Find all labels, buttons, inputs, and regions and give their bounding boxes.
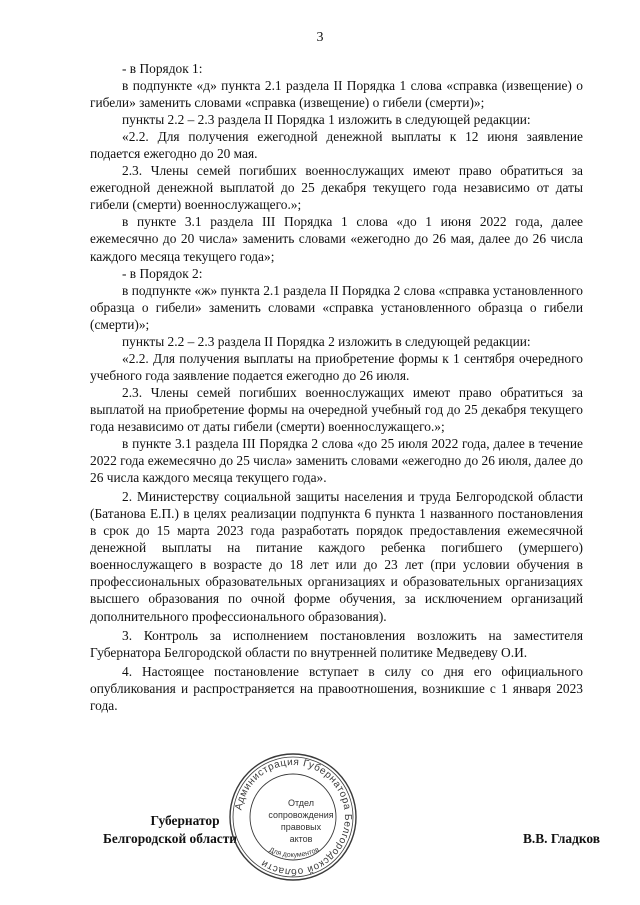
paragraph: в подпункте «ж» пункта 2.1 раздела II Порядка 2 слова «справка установленного образца о гибели» заменить словами «справка установленного образца о гибели (смерти)»; <box>90 282 583 332</box>
stamp-inner-text <box>268 797 334 845</box>
svg-text:Для документов <box>268 846 321 859</box>
stamp-bottom-text: Для документов <box>267 846 321 860</box>
paragraph: в пункте 3.1 раздела III Порядка 2 слова «до 25 июля 2022 года, далее в течение 2022 года ежемесячно до 25 числа» заменить словами «ежегодно до 26 июля, далее до 26 числа каждого месяца текущего года». <box>90 436 583 486</box>
paragraph: 2. Министерству социальной защиты населения и труда Белгородской области (Батанова Е.П.) в целях реализации подпункта 6 пункта 1 названного постановления в срок до 15 марта 2023 года разработать порядок предоставления ежемесячной денежной выплаты на питание каждого ребенка погибшего (умершего) военнослужащего в возрасте до 18 лет или до 23 лет (при условии обучения в профессиональных образовательных организациях и образовательных организациях высшего образования по очной форме обучения, за исключением организаций дополнительного профессионального образования). <box>90 489 583 624</box>
paragraph: - в Порядок 2: <box>122 265 203 281</box>
paragraph: 3. Контроль за исполнением постановления возложить на заместителя Губернатора Белгородской области по внутренней политике Медведеву О.И. <box>90 627 583 660</box>
paragraph: 4. Настоящее постановление вступает в силу со дня его официального опубликования и распространяется на правоотношения, возникшие с 1 января 2023 года. <box>90 663 583 713</box>
stamp-line: сопровождения <box>268 810 334 820</box>
signatory-title-line1: Губернатор <box>150 813 220 828</box>
stamp-line: правовых <box>280 822 322 832</box>
stamp-line: Отдел <box>287 798 315 808</box>
paragraph: - в Порядок 1: <box>122 61 203 76</box>
paragraph: в подпункте «д» пункта 2.1 раздела II Порядка 1 слова «справка (извещение) о гибели» заменить словами «справка (извещение) о гибели (смерти)»; <box>90 78 583 111</box>
stamp-line: актов <box>289 834 313 844</box>
paragraph: 2.3. Члены семей погибших военнослужащих имеют право обратиться за ежегодной денежной выплатой до 25 декабря текущего года независимо от даты гибели (смерти) военнослужащего.»; <box>90 163 583 213</box>
paragraph: «2.2. Для получения ежегодной денежной выплаты к 12 июня заявление подается ежегодно до 20 мая. <box>90 129 583 162</box>
paragraph: 2.3. Члены семей погибших военнослужащих имеют право обратиться за выплатой на приобретение формы на очередной учебный год до 25 декабря текущего года независимо от даты гибели (смерти) военнослужащего.»; <box>90 384 583 434</box>
signatory-title-line2: Белгородской области <box>102 831 238 846</box>
signatory-name: В.В. Гладков <box>522 831 600 846</box>
document-body <box>90 60 583 714</box>
paragraph: «2.2. Для получения выплаты на приобретение формы к 1 сентября очередного учебного года заявление подается ежегодно до 26 июля. <box>90 350 583 383</box>
paragraph: пункты 2.2 – 2.3 раздела II Порядка 2 изложить в следующей редакции: <box>122 333 531 349</box>
stamp-ring-text: Администрация Губернатора Белгородской области <box>233 756 354 878</box>
paragraph: пункты 2.2 – 2.3 раздела II Порядка 1 изложить в следующей редакции: <box>122 112 531 128</box>
page-number: 3 <box>316 30 324 45</box>
paragraph: в пункте 3.1 раздела III Порядка 1 слова «до 1 июня 2022 года, далее ежемесячно до 20 числа» заменить словами «ежегодно до 26 мая, далее до 26 числа каждого месяца текущего года»; <box>90 214 583 264</box>
